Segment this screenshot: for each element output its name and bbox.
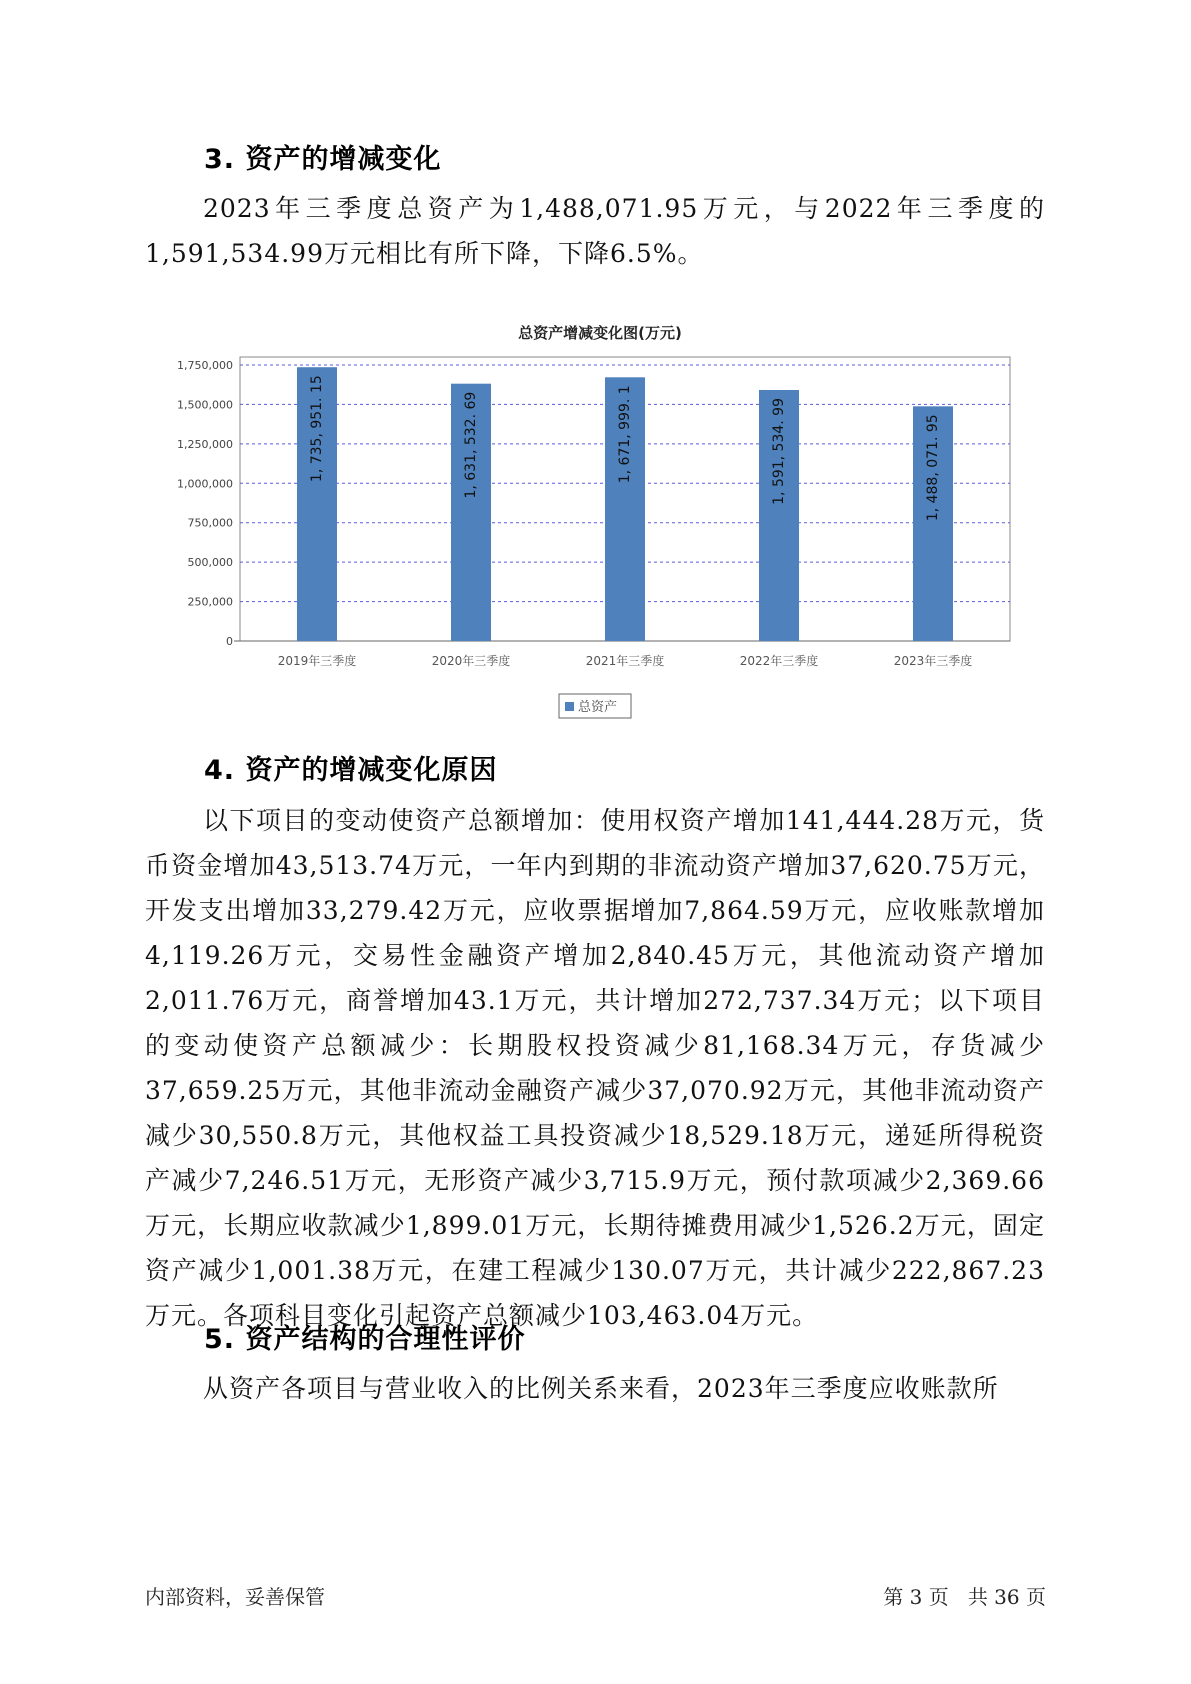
total-assets-bar-chart [160, 318, 1040, 728]
section-5-heading: 5. 资产结构的合理性评价 [204, 1324, 526, 1355]
y-tick-label: 250,000 [187, 595, 233, 609]
chart-title: 总资产增减变化图(万元) [518, 324, 682, 342]
x-tick-label: 2023年三季度 [893, 654, 973, 668]
bar-value-label: 1, 631, 532. 69 [463, 391, 479, 499]
x-tick-label: 2019年三季度 [277, 654, 357, 668]
legend-label: 总资产 [578, 700, 618, 715]
footer-page-number: 第 3 页 共 36 页 [883, 1585, 1046, 1609]
bar-value-label: 1, 671, 999. 1 [617, 385, 633, 484]
y-tick-label: 1,250,000 [177, 437, 233, 451]
y-tick-label: 1,750,000 [177, 359, 233, 372]
x-tick-label: 2021年三季度 [585, 654, 665, 668]
section-5-paragraph: 从资产各项目与营业收入的比例关系来看，2023年三季度应收账款所 [203, 1374, 999, 1403]
section-3-paragraph: 2023年三季度总资产为1,488,071.95万元，与2022年三季度的1,591,534.99万元相比有所下降，下降6.5%。 [145, 194, 1045, 268]
legend-swatch [565, 702, 574, 711]
x-tick-label: 2020年三季度 [431, 654, 511, 668]
y-tick-label: 1,500,000 [177, 398, 233, 412]
y-tick-label: 500,000 [187, 556, 233, 570]
section-4-heading: 4. 资产的增减变化原因 [204, 755, 498, 786]
bar-value-label: 1, 488, 071. 95 [925, 414, 941, 522]
y-tick-label: 1,000,000 [177, 477, 233, 491]
chart-legend [559, 694, 631, 718]
bar-value-label: 1, 735, 951. 15 [309, 375, 325, 483]
footer-confidential-note: 内部资料，妥善保管 [145, 1585, 325, 1609]
x-tick-label: 2022年三季度 [739, 654, 819, 668]
bar-value-label: 1, 591, 534. 99 [771, 397, 787, 505]
section-3-heading: 3. 资产的增减变化 [204, 144, 442, 175]
y-tick-label: 0 [226, 635, 233, 648]
y-tick-label: 750,000 [187, 516, 233, 530]
section-4-paragraph: 以下项目的变动使资产总额增加：使用权资产增加141,444.28万元，货币资金增加43,513.74万元，一年内到期的非流动资产增加37,620.75万元，开发支出增加33,279.42万元，应收票据增加7,864.59万元，应收账款增加4,119.26万元，交易性金融资产增加2,840.45万元，其他流动资产增加2,011.76万元，商誉增加43.1万元，共计增加272,737.34万元；以下项目的变动使资产总额减少：长期股权投资减少81,168.34万元，存货减少37,659.25万元，其他非流动金融资产减少37,070.92万元，其他非流动资产减少30,550.8万元，其他权益工具投资减少18,529.18万元，递延所得税资产减少7,246.51万元，无形资产减少3,715.9万元，预付款项减少2,369.66万元，长期应收款减少1,899.01万元，长期待摊费用减少1,526.2万元，固定资产减少1,001.38万元，在建工程减少130.07万元，共计减少222,867.23万元。各项科目变化引起资产总额减少103,463.04万元。 [145, 806, 1045, 1330]
